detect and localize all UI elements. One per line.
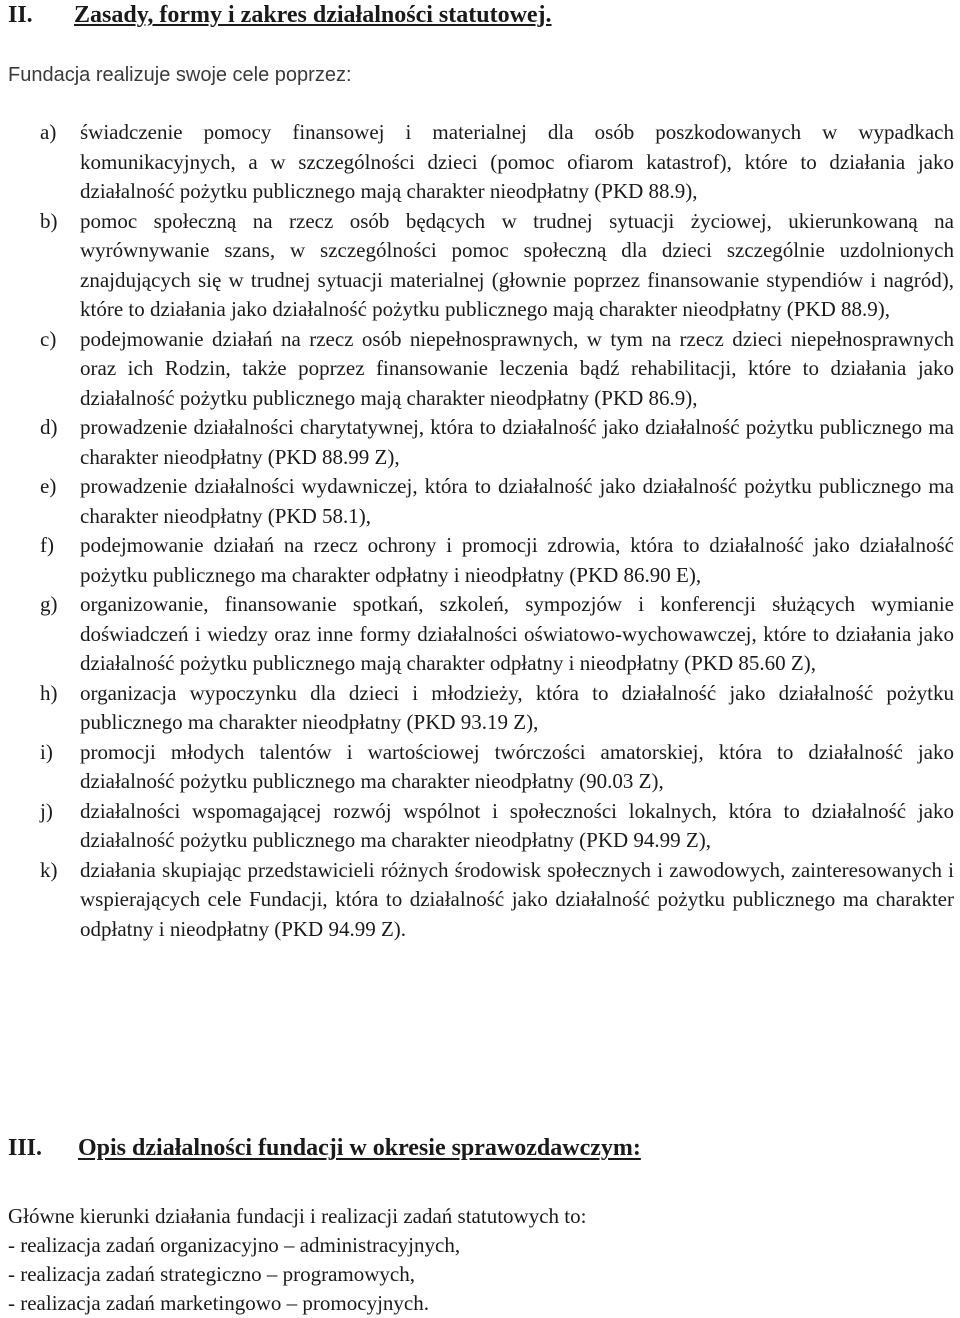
- list-item-text: organizowanie, finansowanie spotkań, szkoleń, sympozjów i konferencji służących wymianie doświadczeń i wiedzy oraz inne formy działalności oświatowo-wychowawczej, które to działania jako działalność pożytku publicznego mają charakter odpłatny i nieodpłatny (PKD 85.60 Z),: [80, 592, 954, 675]
- section-ii-heading: [8, 0, 552, 30]
- list-marker: k): [40, 857, 58, 882]
- list-marker: j): [40, 798, 53, 823]
- list-item-text: pomoc społeczną na rzecz osób będących w trudnej sytuacji życiowej, ukierunkowaną na wyrównywanie szans, w szczególności pomoc społeczną dla dzieci szczególnie uzdolnionych znajdujących się w trudnej sytuacji materialnej (głownie poprzez finansowanie stypendiów i nagród), które to działania jako działalność pożytku publicznego mają charakter nieodpłatny (PKD 88.9),: [80, 208, 954, 321]
- list-marker: a): [40, 120, 57, 144]
- list-item-j: [0, 797, 960, 856]
- list-item-text: podejmowanie działań na rzecz ochrony i promocji zdrowia, która to działalność jako działalność pożytku publicznego ma charakter odpłatny i nieodpłatny (PKD 86.90 E),: [80, 533, 954, 587]
- list-marker: g): [40, 592, 58, 616]
- list-item-h: [0, 679, 960, 738]
- section-iii-number: III.: [8, 1135, 43, 1161]
- summary-line: - realizacja zadań organizacyjno – administracyjnych,: [8, 1233, 461, 1257]
- summary-line: - realizacja zadań marketingowo – promocyjnych.: [8, 1291, 429, 1315]
- list-item-text: podejmowanie działań na rzecz osób niepełnosprawnych, w tym na rzecz dzieci niepełnosprawnych oraz ich Rodzin, także poprzez finansowanie leczenia bądź rehabilitacji, które to działania jako działalność pożytku publicznego mają charakter nieodpłatny (PKD 86.9),: [80, 326, 954, 410]
- summary-block: [8, 1202, 586, 1318]
- list-marker: e): [40, 474, 57, 498]
- list-item-f: [0, 531, 960, 590]
- section-ii-number: II.: [8, 2, 33, 28]
- intro-text: Fundacja realizuje swoje cele poprzez:: [8, 64, 352, 86]
- list-marker: c): [40, 326, 57, 351]
- list-item-i: [0, 738, 960, 797]
- section-iii-heading: [8, 1133, 641, 1163]
- activity-list: [0, 118, 960, 944]
- list-item-text: promocji młodych talentów i wartościowej twórczości amatorskiej, która to działalność jako działalność pożytku publicznego ma charakter nieodpłatny (90.03 Z),: [80, 739, 954, 793]
- list-item-text: prowadzenie działalności wydawniczej, która to działalność jako działalność pożytku publicznego ma charakter nieodpłatny (PKD 58.1),: [80, 474, 954, 528]
- summary-line: - realizacja zadań strategiczno – programowych,: [8, 1262, 415, 1286]
- list-item-c: [0, 325, 960, 414]
- list-marker: d): [40, 415, 58, 439]
- list-item-d: [0, 413, 960, 472]
- summary-lead: Główne kierunki działania fundacji i realizacji zadań statutowych to:: [8, 1204, 587, 1228]
- list-item-e: [0, 472, 960, 531]
- list-item-text: działania skupiając przedstawicieli różnych środowisk społecznych i zawodowych, zainteresowanych i wspierających cele Fundacji, która to działalność jako działalność pożytku publicznego ma charakter odpłatny i nieodpłatny (PKD 94.99 Z).: [80, 857, 954, 941]
- summary-list: [8, 1231, 586, 1318]
- list-item-k: [0, 856, 960, 945]
- list-item-b: [0, 207, 960, 325]
- list-item-text: świadczenie pomocy finansowej i materialnej dla osób poszkodowanych w wypadkach komunikacyjnych, a w szczególności dzieci (pomoc ofiarom katastrof), które to działania jako działalność pożytku publicznego mają charakter nieodpłatny (PKD 88.9),: [80, 120, 954, 203]
- list-marker: b): [40, 208, 58, 233]
- section-ii-title: Zasady, formy i zakres działalności statutowej.: [74, 2, 552, 28]
- list-item-text: prowadzenie działalności charytatywnej, która to działalność jako działalność pożytku publicznego ma charakter nieodpłatny (PKD 88.99 Z),: [80, 415, 954, 469]
- list-item-a: [0, 118, 960, 207]
- list-marker: f): [40, 533, 54, 557]
- list-item-text: organizacja wypoczynku dla dzieci i młodzieży, która to działalność jako działalność pożytku publicznego ma charakter nieodpłatny (PKD 93.19 Z),: [80, 680, 954, 734]
- list-item-g: [0, 590, 960, 679]
- section-iii-title: Opis działalności fundacji w okresie sprawozdawczym:: [78, 1135, 641, 1161]
- list-marker: h): [40, 680, 58, 705]
- list-item-text: działalności wspomagającej rozwój wspólnot i społeczności lokalnych, która to działalność jako działalność pożytku publicznego ma charakter nieodpłatny (PKD 94.99 Z),: [80, 798, 954, 852]
- list-marker: i): [40, 739, 53, 764]
